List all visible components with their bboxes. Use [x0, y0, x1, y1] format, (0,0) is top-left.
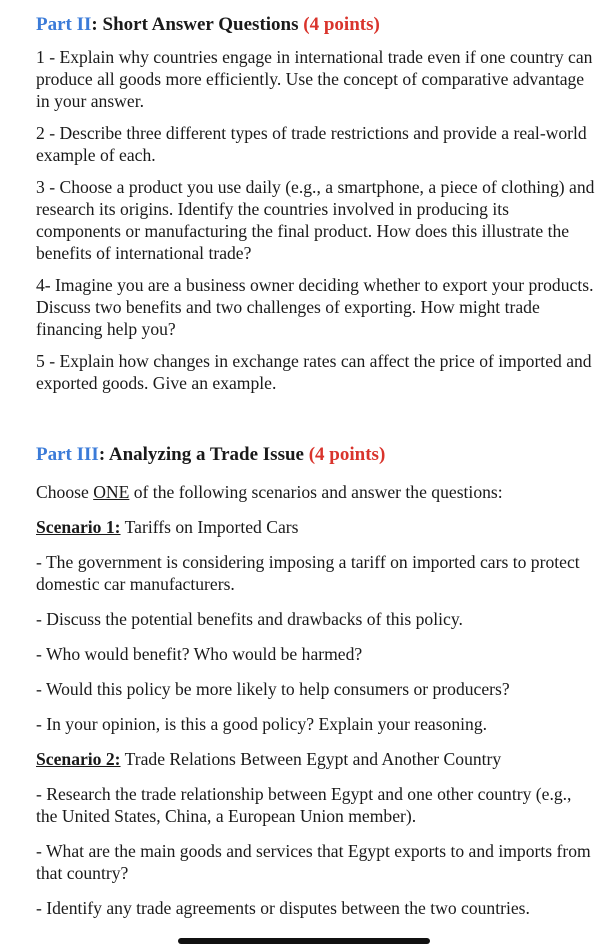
question-3: 3 - Choose a product you use daily (e.g., a smartphone, a piece of clothing) and research its origins. Identify the countries involved in producing its components or manufacturing the final product. How does this illustrate the benefits of international trade? [36, 177, 595, 263]
scenario-1-label: Scenario 1: [36, 517, 121, 537]
part-3-heading [36, 442, 596, 468]
part-2-roman: II [76, 14, 92, 35]
scenario-1-item: - Who would benefit? Who would be harmed? [36, 644, 363, 664]
scenario-2-label: Scenario 2: [36, 749, 121, 769]
scenario-1-item: - Would this policy be more likely to help consumers or producers? [36, 679, 510, 699]
scenario-1-item: - Discuss the potential benefits and drawbacks of this policy. [36, 609, 463, 629]
scenario-1-heading [36, 516, 596, 538]
home-indicator[interactable] [178, 938, 430, 944]
scenario-2-item: - Research the trade relationship between Egypt and one other country (e.g., the United States, China, a European Union member). [36, 784, 572, 826]
scenario-2-item: - What are the main goods and services that Egypt exports to and imports from that country? [36, 841, 591, 883]
scenario-2-item: - Identify any trade agreements or disputes between the two countries. [36, 898, 530, 918]
part-3-intro [36, 481, 596, 503]
part-2-prefix: Part [36, 14, 77, 35]
intro-after: of the following scenarios and answer the questions: [129, 482, 503, 502]
question-4: 4- Imagine you are a business owner deciding whether to export your products. Discuss two benefits and two challenges of exporting. How might trade financing help you? [36, 275, 594, 339]
part-3-roman: III [76, 444, 99, 465]
question-2: 2 - Describe three different types of trade restrictions and provide a real-world example of each. [36, 123, 587, 165]
part-2-colon: : [91, 14, 98, 35]
scenario-2-heading [36, 748, 596, 770]
part-3-points: (4 points) [308, 444, 386, 465]
part-3-prefix: Part [36, 444, 77, 465]
scenario-1-item: - The government is considering imposing a tariff on imported cars to protect domestic car manufacturers. [36, 552, 580, 594]
intro-one: ONE [93, 482, 130, 502]
part-2-points: (4 points) [303, 14, 380, 35]
scenario-1-item: - In your opinion, is this a good policy? Explain your reasoning. [36, 714, 488, 734]
question-5: 5 - Explain how changes in exchange rates can affect the price of imported and exported goods. Give an example. [36, 351, 592, 393]
question-1: 1 - Explain why countries engage in international trade even if one country can produce all goods more efficiently. Use the concept of comparative advantage in your answer. [36, 47, 593, 111]
part-2-title: Short Answer Questions [97, 14, 304, 35]
scenario-2-title: Trade Relations Between Egypt and Another Country [120, 749, 502, 769]
scenario-1-title: Tariffs on Imported Cars [120, 517, 299, 537]
intro-before: Choose [36, 482, 94, 502]
part-3-colon: : [98, 444, 106, 465]
part-3-title: Analyzing a Trade Issue [105, 444, 309, 465]
part-2-heading [36, 12, 596, 38]
document-page [36, 12, 596, 919]
